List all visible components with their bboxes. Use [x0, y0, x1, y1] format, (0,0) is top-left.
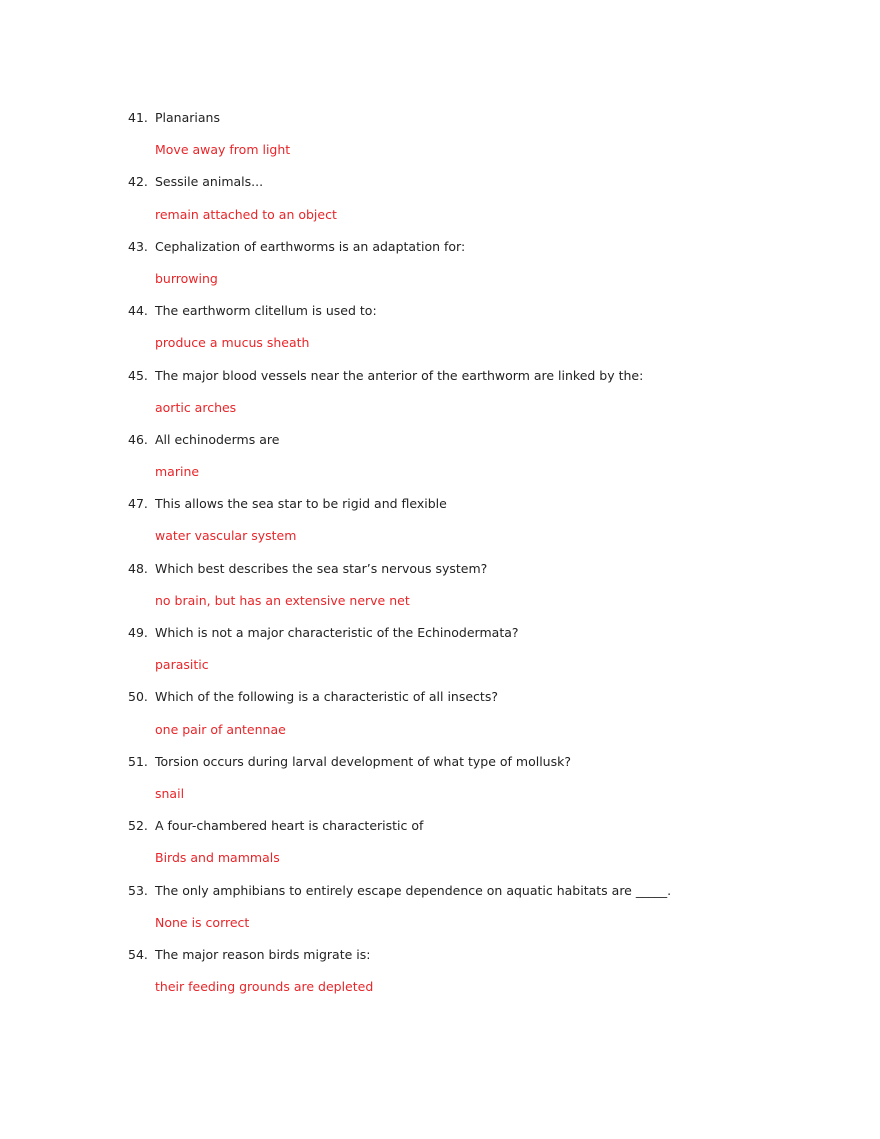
- question-item: [128, 746, 671, 810]
- question-line: [128, 681, 671, 713]
- question-number: 48.: [128, 560, 148, 576]
- question-item: [128, 875, 671, 939]
- answer-text: parasitic: [155, 657, 209, 673]
- question-item: [128, 360, 671, 424]
- answer-text: Birds and mammals: [155, 850, 280, 866]
- question-line: [128, 875, 671, 907]
- question-text: Cephalization of earthworms is an adaptation for:: [155, 238, 466, 254]
- question-item: [128, 810, 671, 874]
- question-line: [128, 746, 671, 778]
- question-list: [128, 102, 671, 1003]
- question-item: [128, 553, 671, 617]
- question-item: [128, 102, 671, 166]
- answer-text: aortic arches: [155, 399, 237, 415]
- answer-text: no brain, but has an extensive nerve net: [155, 592, 410, 608]
- answer-text: snail: [155, 785, 185, 801]
- answer-text: water vascular system: [155, 528, 297, 544]
- question-text: The major reason birds migrate is:: [155, 946, 371, 962]
- answer-text: remain attached to an object: [155, 206, 337, 222]
- question-item: [128, 617, 671, 681]
- question-text: A four-chambered heart is characteristic of: [155, 818, 424, 834]
- question-item: [128, 681, 671, 745]
- question-text: Which is not a major characteristic of the Echinodermata?: [155, 625, 519, 640]
- question-number: 45.: [128, 367, 148, 383]
- question-text: Sessile animals...: [155, 174, 264, 190]
- question-text: This allows the sea star to be rigid and flexible: [155, 496, 447, 512]
- question-item: [128, 295, 671, 359]
- question-line: [128, 231, 671, 263]
- question-item: [128, 488, 671, 552]
- answer-text: one pair of antennae: [155, 721, 286, 737]
- question-text: Which of the following is a characteristic of all insects?: [155, 689, 498, 705]
- question-text: Which best describes the sea star’s nervous system?: [155, 560, 488, 576]
- question-line: [128, 295, 671, 327]
- question-text: All echinoderms are: [155, 431, 280, 447]
- question-line: [128, 102, 671, 134]
- question-line: [128, 810, 671, 842]
- question-item: [128, 939, 671, 1003]
- answer-text: Move away from light: [155, 142, 291, 158]
- question-number: 41.: [128, 110, 148, 125]
- question-item: [128, 424, 671, 488]
- question-text: Torsion occurs during larval development of what type of mollusk?: [155, 753, 571, 769]
- question-text: Planarians: [155, 110, 220, 125]
- question-line: [128, 939, 671, 971]
- question-item: [128, 166, 671, 230]
- question-number: 46.: [128, 431, 148, 447]
- question-number: 54.: [128, 946, 148, 962]
- question-number: 52.: [128, 818, 148, 834]
- answer-text: produce a mucus sheath: [155, 335, 310, 351]
- question-number: 50.: [128, 689, 148, 705]
- question-number: 43.: [128, 238, 148, 254]
- question-line: [128, 360, 671, 392]
- answer-text: their feeding grounds are depleted: [155, 979, 374, 995]
- question-line: [128, 553, 671, 585]
- answer-text: burrowing: [155, 270, 218, 286]
- question-line: [128, 617, 671, 649]
- question-line: [128, 488, 671, 520]
- question-text: The major blood vessels near the anterior of the earthworm are linked by the:: [155, 367, 644, 383]
- answer-text: None is correct: [155, 914, 250, 930]
- question-text: The only amphibians to entirely escape dependence on aquatic habitats are _____.: [155, 882, 672, 898]
- question-item: [128, 231, 671, 295]
- question-number: 49.: [128, 625, 148, 640]
- question-number: 51.: [128, 753, 148, 769]
- question-number: 44.: [128, 303, 148, 319]
- question-text: The earthworm clitellum is used to:: [155, 303, 377, 319]
- answer-text: marine: [155, 464, 200, 480]
- question-line: [128, 424, 671, 456]
- question-line: [128, 166, 671, 198]
- question-number: 47.: [128, 496, 148, 512]
- question-number: 42.: [128, 174, 148, 190]
- question-number: 53.: [128, 882, 148, 898]
